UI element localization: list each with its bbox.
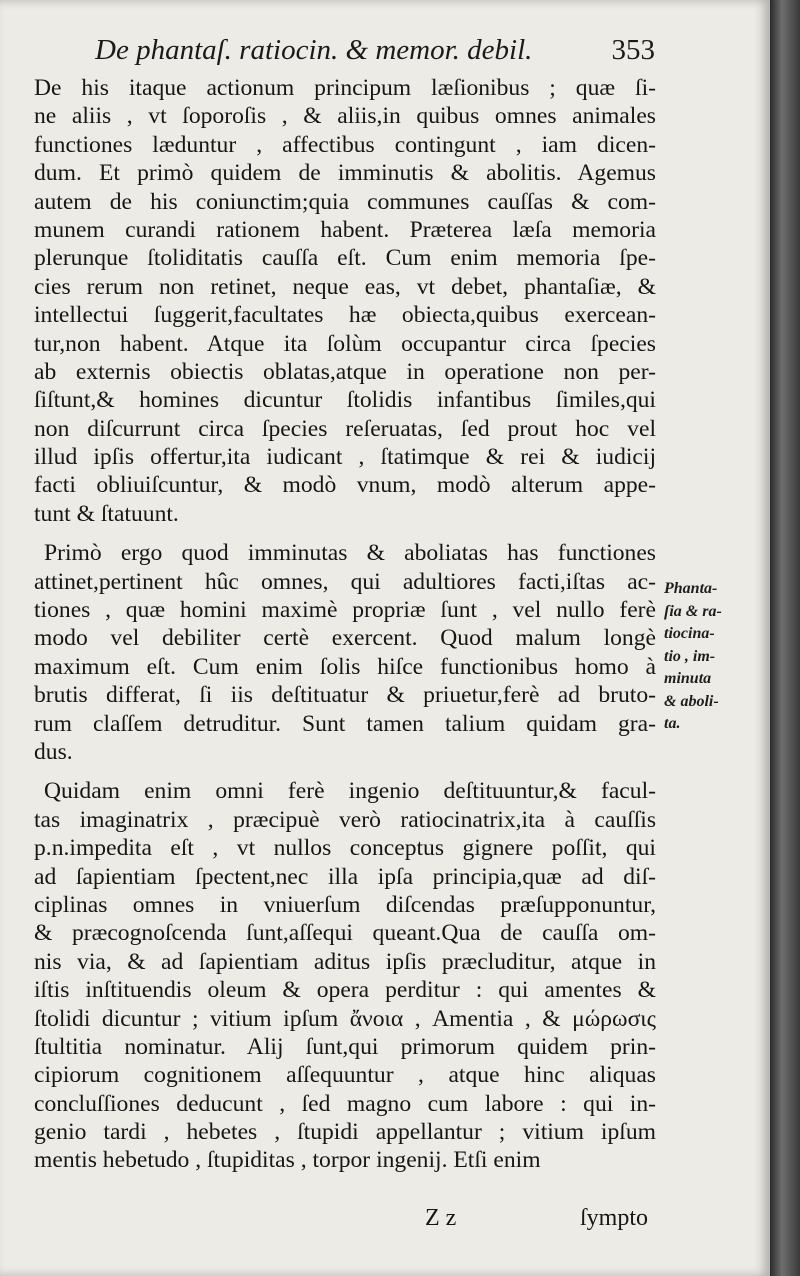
margin-note-line: tiocina- [664,625,715,642]
text-line: ſiſtunt,& homines dicuntur ſtolidis infantibus ſimiles,qui [34,387,656,414]
text-line: dum. Et primò quidem de imminutis & abolitis. Agemus [34,160,656,187]
text-line: De his itaque actionum principum læſionibus ; quæ ſi- [34,75,656,101]
text-line: tunt & ſtatuunt. [34,500,179,527]
margin-note-line: minuta [664,670,712,687]
signature-mark: Z z [425,1205,457,1231]
paragraph [34,777,656,1174]
text-line: genio tardi , hebetes , ſtupidi appellantur ; vitium ipſum [34,1119,656,1146]
text-line: non diſcurrunt circa ſpecies reſeruatas, ſed prout hoc vel [34,415,656,442]
text-line: rum claſſem detruditur. Sunt tamen talium quidam gra- [34,710,656,737]
text-line: ciplinas omnes in vniuerſum diſcendas præſupponuntur, [34,891,656,918]
paragraph [34,74,656,528]
text-line: munem curandi rationem habent. Præterea læſa memoria [34,216,656,243]
text-line: Primò ergo quod imminutas & aboliatas has functiones [44,540,656,567]
text-line: maximum eſt. Cum enim ſolis hiſce functionibus homo à [34,653,656,680]
margin-note-line: ſia & ra- [664,602,722,620]
text-line: ab externis obiectis oblatas,atque in operatione non per- [34,358,656,385]
text-line: attinet,pertinent hûc omnes, qui adultiores facti,iſtas ac- [34,568,656,595]
page-edge [770,0,800,1276]
page-number: 353 [611,34,655,66]
paragraph [34,539,656,766]
catchword: ſympto [580,1205,649,1231]
margin-note [664,578,768,736]
text-line: ſtultitia nominatur. Alij ſunt,qui primorum quidem prin- [34,1033,656,1060]
page-header [95,34,655,74]
text-line: Quidam enim omni ferè ingenio deſtituuntur,& facul- [44,778,656,805]
margin-note-line: tio , im- [664,647,716,665]
margin-note-line: ta. [664,715,681,732]
text-line: brutis differat, ſi iis deſtituatur & priuetur,ferè ad bruto- [34,682,656,709]
body-text [34,74,656,1175]
text-line: facti obliuiſcuntur, & modò vnum, modò alterum appe- [34,472,656,499]
text-line: p.n.impedita eſt , vt nullos conceptus gignere poſſit, qui [34,835,656,862]
text-line: modo vel debiliter certè exercent. Quod malum longè [34,625,656,652]
text-line: dus. [34,738,73,765]
paragraph-gap [34,528,656,539]
text-line: cies rerum non retinet, neque eas, vt debet, phantaſiæ, & [34,273,656,300]
text-line: tur,non habent. Atque ita ſolùm occupantur circa ſpecies [34,330,656,357]
text-line: tas imaginatrix , præcipuè verò ratiocinatrix,ita à cauſſis [34,806,656,833]
text-line: ne aliis , vt ſoporoſis , & aliis,in quibus omnes animales [34,103,656,130]
text-line: & præcognoſcenda ſunt,aſſequi queant.Qua de cauſſa om- [34,920,656,947]
margin-note-line: Phanta- [664,580,718,597]
margin-note-line: & aboli- [664,692,719,710]
text-line: autem de his coniunctim;quia communes cauſſas & com- [34,188,656,215]
text-line: plerunque ſtoliditatis cauſſa eſt. Cum enim memoria ſpe- [34,245,656,272]
text-line: ſtolidi dicuntur ; vitium ipſum ἄνοια , Amentia , & μώρωσις [34,1005,656,1032]
text-line: cipiorum cognitionem aſſequuntur , atque hinc aliquas [34,1062,656,1089]
paragraph-gap [34,766,656,777]
text-line: illud ipſis offertur,ita iudicant , ſtatimque & rei & iudicij [34,444,656,471]
text-line: nis via, & ad ſapientiam aditus ipſis præcluditur, atque in [34,948,656,975]
running-head: De phantaſ. ratiocin. & memor. debil. [95,34,533,66]
text-line: iſtis inſtituendis oleum & opera perditur : qui amentes & [34,977,656,1004]
text-line: concluſſiones deducunt , ſed magno cum labore : qui in- [34,1090,656,1117]
page-footer [0,1205,770,1245]
text-line: tiones , quæ homini maximè propriæ ſunt , vel nullo ferè [34,597,656,624]
text-line: intellectui ſuggerit,facultates hæ obiecta,quibus exercean- [34,302,656,329]
text-line: functiones læduntur , affectibus contingunt , iam dicen- [34,131,656,158]
text-line: ad ſapientiam ſpectent,nec illa ipſa principia,quæ ad diſ- [34,863,656,890]
text-line: mentis hebetudo , ſtupiditas , torpor ingenij. Etſi enim [34,1147,541,1174]
